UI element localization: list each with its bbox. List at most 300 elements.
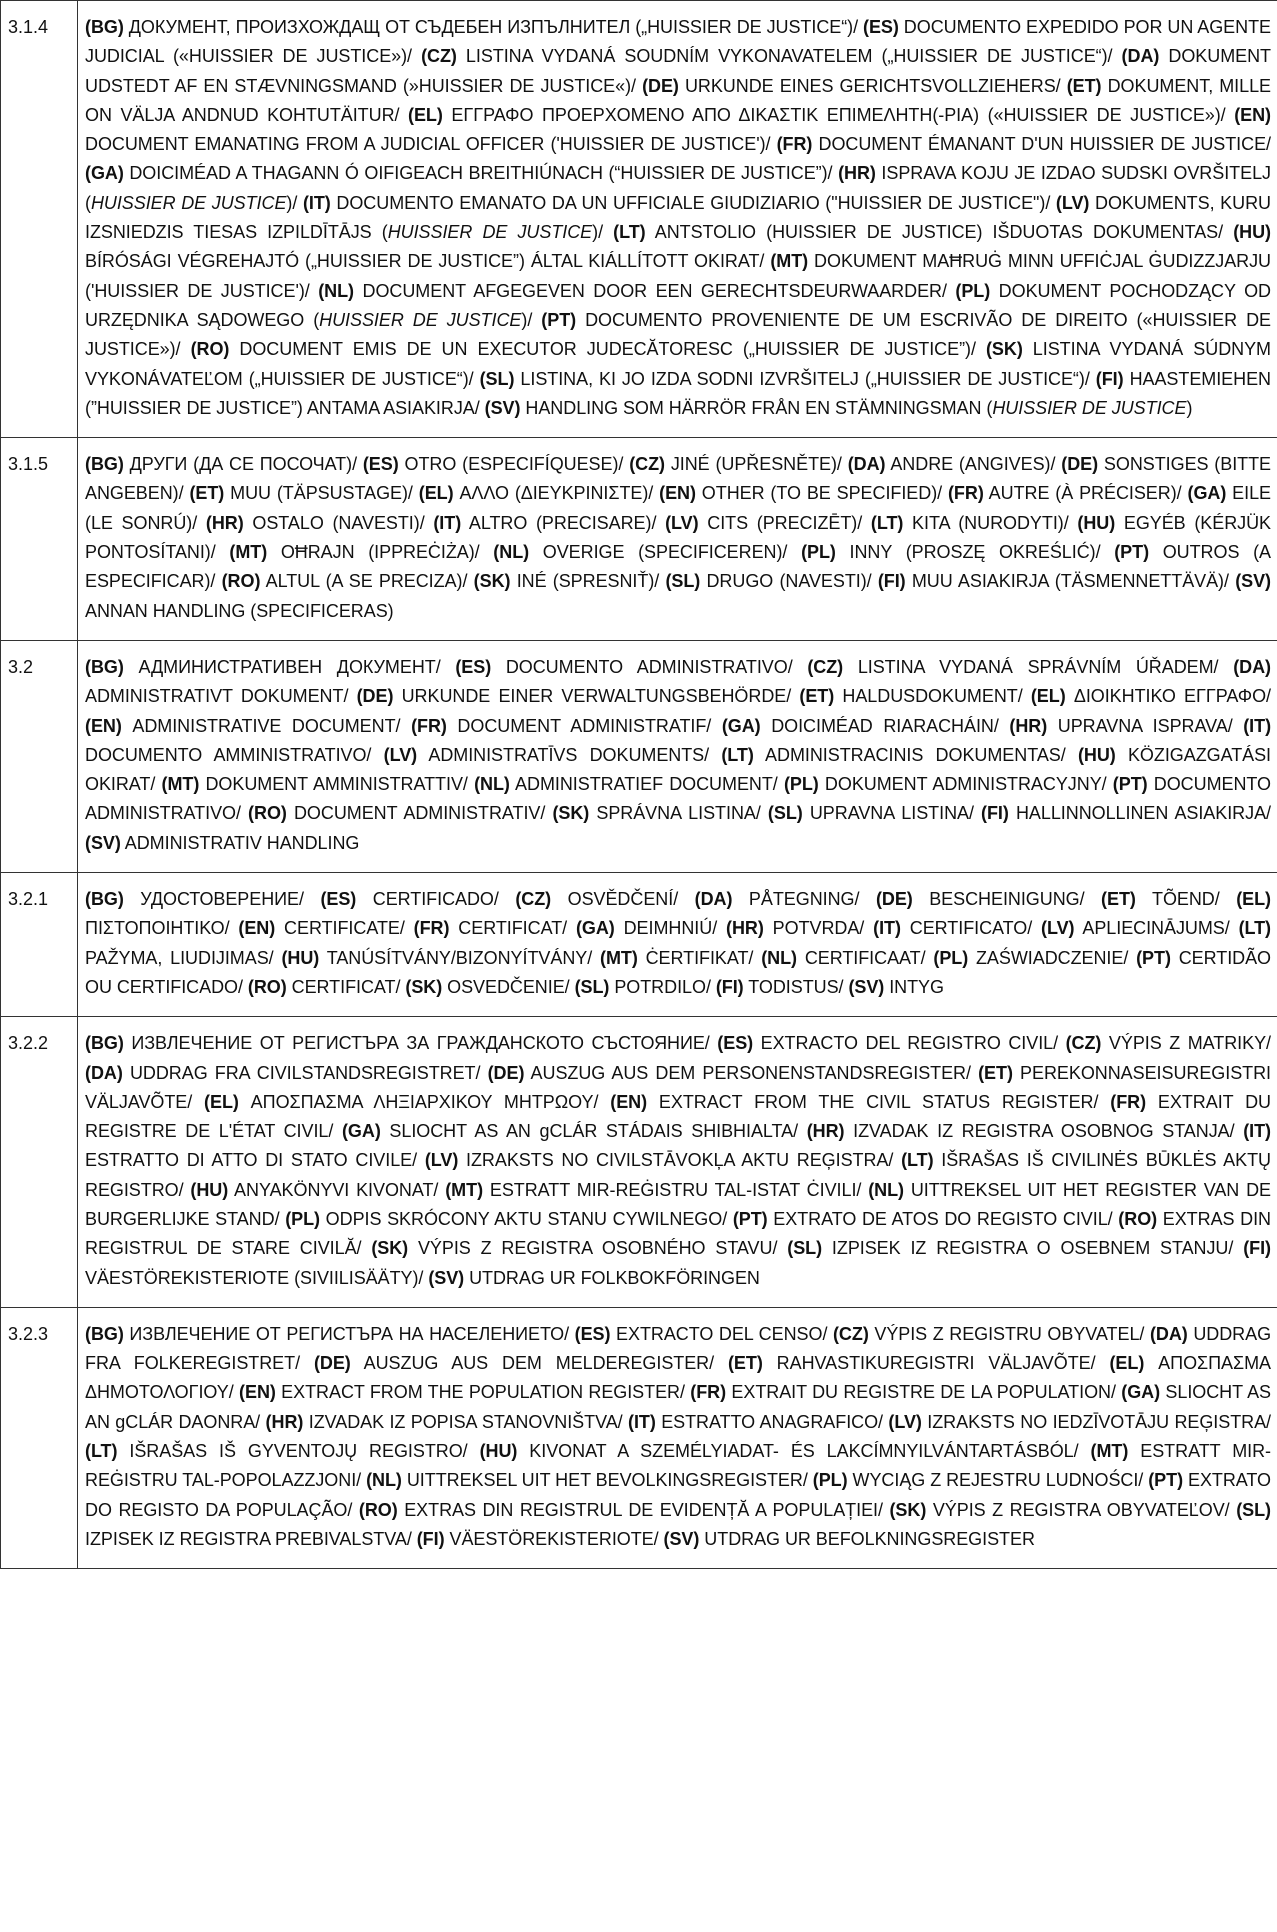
translation-text: AUSZUG AUS DEM MELDEREGISTER/ [350,1353,728,1374]
language-code: (CZ) [421,46,457,67]
language-code: (DA) [847,454,886,475]
table-row [1,873,1277,1017]
italic-term: HUISSIER DE JUSTICE [387,222,593,243]
translation-text: HAASTEMIEHEN (”HUISSIER DE JUSTICE”) ANTAMA ASIAKIRJA/ [85,368,1271,418]
language-code: (LV) [1041,918,1075,939]
translation-text: EXTRATO DE ATOS DO REGISTO CIVIL/ [767,1208,1119,1229]
language-entry [85,163,838,183]
translation-text: KITA (NURODYTI)/ [903,512,1078,533]
language-entry [833,1324,1150,1344]
language-code: (MT) [1090,1441,1129,1462]
language-code: (ET) [799,686,835,707]
language-entry [384,745,722,765]
translation-text: DOCUMENTO ADMINISTRATIVO/ [491,656,808,677]
language-code: (EL) [1030,686,1066,707]
translation-text: EILE (LE SONRÚ)/ [85,483,1272,533]
language-entry [733,1209,1118,1229]
translation-text: УДОСТОВЕРЕНИЕ/ [123,889,321,910]
translation-text: TANÚSÍTVÁNY/BIZONYÍTVÁNY/ [319,947,600,968]
language-code: (EN) [659,483,696,504]
language-code: (GA) [1187,483,1227,504]
table-body [1,1,1277,1569]
language-code: (IT) [433,512,462,533]
language-code: (EL) [1236,889,1271,910]
table-row [1,1,1277,438]
language-entry [303,193,1056,213]
language-code: (PT) [1114,542,1150,563]
language-code: (BG) [85,17,124,37]
language-entry [552,803,767,823]
language-code: (LV) [665,512,699,533]
translation-text: VÝPIS Z MATRIKY/ [1101,1033,1271,1054]
translation-text: KIVONAT A SZEMÉLYIADAT- ÉS LAKCÍMNYILVÁNTARTÁSBÓL/ [517,1441,1091,1462]
language-code: (DA) [1149,1323,1188,1344]
translation-text: IŠRAŠAS IŠ CIVILINĖS BŪKLĖS AKTŲ REGISTRO/ [85,1150,1271,1200]
translation-text: IZPISEK IZ REGISTRA O OSEBNEM STANJU/ [822,1238,1244,1259]
language-code: (NL) [493,542,530,563]
language-entry [408,105,1234,125]
language-code: (HU) [190,1179,229,1200]
language-entry [85,1441,480,1461]
translation-text: CERTIFICAT/ [286,976,406,997]
translation-text: HANDLING SOM HÄRRÖR FRÅN EN STÄMNINGSMAN ( [520,397,993,418]
language-entry [629,454,848,474]
language-entry [318,281,955,301]
language-entry [229,542,493,562]
translation-text: DOCUMENT EMIS DE UN EXECUTOR JUDECĂTORESC („HUISSIER DE JUSTICE”)/ [229,339,986,360]
language-code: (EN) [1234,104,1271,125]
language-code: (ES) [362,454,399,475]
language-entry [85,716,411,736]
translation-text: TODISTUS/ [743,976,849,997]
translation-text: AUSZUG AUS DEM PERSONENSTANDSREGISTER/ [524,1062,979,1083]
language-entry [1009,716,1243,736]
language-code: (MT) [229,542,268,563]
translation-text: ANNAN HANDLING (SPECIFICERAS) [85,600,394,621]
language-code: (HU) [1077,512,1116,533]
language-code: (RO) [190,339,230,360]
translation-text: URKUNDE EINER VERWALTUNGSBEHÖRDE/ [393,686,800,707]
language-code: (SL) [767,803,803,824]
language-code: (HU) [1233,222,1272,243]
language-entry [876,889,1101,909]
language-entry [807,1121,1244,1141]
translation-text: ДОКУМЕНТ, ПРОИЗХОЖДАЩ ОТ СЪДЕБЕН ИЗПЪЛНИТЕЛ („HUISSIER DE JUSTICE“)/ [123,17,864,37]
translation-text: ADMINISTRATĪVS DOKUMENTS/ [417,744,722,765]
language-code: (SK) [889,1499,927,1520]
language-entry [222,571,474,591]
language-code: (PT) [732,1208,768,1229]
translation-text: INNY (PROSZĘ OKREŚLIĆ)/ [835,542,1115,563]
language-entry [85,833,359,853]
translation-text: SPRÁVNA LISTINA/ [589,803,768,824]
translation-text: HALLINNOLLINEN ASIAKIRJA/ [1008,803,1271,824]
translation-text: EXTRAS DIN REGISTRUL DE STARE CIVILĂ/ [85,1208,1271,1259]
translation-text: DRUGO (NAVESTI)/ [700,571,878,592]
language-code: (ES) [717,1033,754,1054]
language-code: (PT) [1148,1470,1184,1491]
language-entry [238,918,413,938]
section-number: 3.1.4 [1,1,78,438]
language-code: (GA) [721,715,761,736]
language-code: (NL) [474,774,510,795]
translation-text: ΑΠΟΣΠΑΣΜΑ ΛΗΞΙΑΡΧΙΚΟΥ ΜΗΤΡΩΟΥ/ [238,1091,611,1112]
translation-text: DOCUMENTO EXPEDIDO POR UN AGENTE JUDICIAL («HUISSIER DE JUSTICE»)/ [85,17,1271,67]
translation-text: VÝPIS Z REGISTRA OSOBNÉHO STAVU/ [408,1238,788,1259]
language-code: (CZ) [832,1323,869,1344]
language-code: (FI) [1095,368,1124,389]
section-number: 3.2.2 [1,1017,78,1308]
translation-text: ΠΙΣΤΟΠΟΙΗΤΙΚΟ/ [85,918,239,939]
translation-text: EXTRAIT DU REGISTRE DE LA POPULATION/ [726,1382,1122,1403]
language-code: (LV) [424,1150,459,1171]
translation-text: UITTREKSEL UIT HET BEVOLKINGSREGISTER/ [401,1470,813,1491]
translation-text: OSVĚDČENÍ/ [551,889,695,910]
translation-text: DOICIMÉAD A THAGANN Ó OIFIGEACH BREITHIÚNACH (“HUISSIER DE JUSTICE”)/ [123,163,839,184]
language-code: (CZ) [515,889,552,910]
language-code: (DE) [313,1353,351,1374]
translation-text: ADMINISTRATIV HANDLING [120,832,360,853]
language-code: (SL) [665,571,701,592]
translation-text: EGYÉB (KÉRJÜK PONTOSÍTANI)/ [85,512,1271,563]
language-entry [787,1238,1243,1258]
translation-text: ADMINISTRATIVT DOKUMENT/ [85,686,357,707]
translation-text: CERTIFICADO/ [356,889,516,910]
table-row [1,438,1277,641]
translations-cell [78,873,1277,1017]
language-entry [761,948,933,968]
language-code: (DA) [1233,656,1271,677]
language-code: (EN) [239,1382,276,1403]
translation-text: ESTRATTO ANAGRAFICO/ [655,1411,889,1432]
language-entry [799,686,1030,706]
language-code: (ET) [1101,889,1136,910]
translation-text: VÝPIS Z REGISTRA OBYVATEĽOV/ [926,1499,1237,1520]
language-code: (HR) [205,512,244,533]
translation-text: IZRAKSTS NO CIVILSTĀVOKĻA AKTU REĢISTRA/ [458,1150,902,1171]
language-code: (EN) [85,715,122,736]
translation-text: EXTRATO DO REGISTO DA POPULAÇÃO/ [85,1470,1272,1520]
translation-text: LISTINA VYDANÁ SPRÁVNÍM ÚŘADEM/ [843,656,1234,677]
language-code: (HU) [1077,744,1116,765]
translation-text: MUU ASIAKIRJA (TÄSMENNETTÄVÄ)/ [905,571,1236,592]
translation-text: IŠRAŠAS IŠ GYVENTOJŲ REGISTRO/ [117,1441,480,1462]
language-entry [784,774,1113,794]
section-number: 3.2 [1,640,78,872]
language-entry [600,948,761,968]
language-entry [981,803,1271,823]
translation-text: UPRAVNA LISTINA/ [802,803,982,824]
language-entry [721,745,1078,765]
translation-text: UDDRAG FRA CIVILSTANDSREGISTRET/ [122,1062,488,1083]
language-entry [1101,889,1236,909]
language-entry [726,918,873,938]
translation-text: POTRDILO/ [609,976,716,997]
language-code: (SL) [479,368,515,389]
language-entry [873,918,1041,938]
translation-text: CERTIFICAAT/ [797,947,934,968]
language-code: (FI) [981,803,1009,824]
language-code: (LV) [888,1411,922,1432]
language-code: (EL) [1109,1353,1145,1374]
language-code: (EN) [238,918,276,939]
section-number: 3.2.1 [1,873,78,1017]
translation-text-suffix: )/ [521,309,542,330]
language-code: (BG) [85,1033,124,1054]
translation-text: ANTSTOLIO (HUISSIER DE JUSTICE) IŠDUOTAS DOKUMENTAS/ [645,222,1234,243]
language-code: (MT) [161,774,200,795]
language-entry [266,1412,628,1432]
language-entry [248,977,406,997]
translation-text: TÕEND/ [1135,889,1237,910]
translation-text: ALTRO (PRECISARE)/ [461,512,666,533]
language-code: (NL) [761,947,797,968]
translation-text: POTVRDA/ [763,918,874,939]
translation-text: UDDRAG FRA FOLKEREGISTRET/ [85,1323,1272,1374]
language-code: (PL) [812,1470,848,1491]
translation-text: IZRAKSTS NO IEDZĪVOTĀJU REĢISTRA/ [921,1411,1272,1432]
translation-text: EXTRACT FROM THE CIVIL STATUS REGISTER/ [647,1091,1111,1112]
translation-text: AUTRE (À PRÉCISER)/ [983,483,1188,504]
translation-text: ESTRATT MIR-REĠISTRU TAL-POPOLAZZJONI/ [85,1441,1271,1491]
language-code: (SK) [552,803,590,824]
language-entry [204,1092,610,1112]
translation-text: DOKUMENT AMMINISTRATTIV/ [199,774,475,795]
translation-text: VÝPIS Z REGISTRU OBYVATEL/ [868,1323,1150,1344]
translation-text: DOKUMENT UDSTEDT AF EN STÆVNINGSMAND (»HUISSIER DE JUSTICE«)/ [85,46,1271,96]
translation-text: DOKUMENTS, KURU IZSNIEDZIS TIESAS IZPILDĪTĀJS ( [85,192,1271,243]
translation-text: HALDUSDOKUMENT/ [834,686,1031,707]
language-entry [405,977,574,997]
language-code: (RO) [358,1499,398,1520]
language-code: (IT) [873,918,901,939]
language-code: (EL) [418,483,454,504]
language-entry [480,1441,1091,1461]
language-entry [428,1268,760,1288]
italic-term: HUISSIER DE JUSTICE [319,309,522,330]
language-code: (LT) [901,1150,934,1171]
language-code: (SL) [787,1238,823,1259]
language-entry [888,1412,1271,1432]
language-code: (ES) [574,1323,611,1344]
language-entry [417,1529,664,1549]
translation-text: DOKUMENT MAĦRUĠ MINN UFFIĊJAL ĠUDIZZJARJU ('HUISSIER DE JUSTICE')/ [85,251,1271,301]
language-entry [801,542,1114,562]
language-entry [314,1353,728,1373]
translation-text: ΔΙΟΙΚΗΤΙΚΟ ΕΓΓΡΑΦΟ/ [1065,686,1271,707]
language-code: (HR) [1009,715,1048,736]
translation-text: ANYAKÖNYVI KIVONAT/ [228,1179,446,1200]
language-code: (SV) [1235,571,1271,592]
language-entry [848,977,944,997]
translation-text: BESCHEINIGUNG/ [912,889,1102,910]
translations-cell [78,1017,1277,1308]
language-code: (IT) [628,1411,656,1432]
language-entry [363,454,629,474]
translation-text: ISPRAVA KOJU JE IZDAO SUDSKI OVRŠITELJ ( [85,163,1271,213]
language-code: (PL) [783,774,819,795]
language-entry [190,1180,445,1200]
language-entry [419,483,659,503]
language-code: (LT) [721,744,754,765]
language-entry [717,1033,1065,1053]
language-code: (HU) [479,1441,518,1462]
translation-text: APLIECINĀJUMS/ [1074,918,1239,939]
language-code: (GA) [341,1121,381,1142]
language-code: (BG) [85,454,124,475]
language-code: (MT) [770,251,809,272]
translation-text: PEREKONNASEISUREGISTRI VÄLJAVÕTE/ [85,1062,1272,1112]
language-entry [414,918,576,938]
language-entry [359,1500,890,1520]
language-code: (PL) [285,1208,320,1229]
language-entry [342,1121,807,1141]
language-entry [628,1412,888,1432]
language-code: (SK) [985,339,1023,360]
language-code: (LT) [613,222,646,243]
language-code: (ES) [863,17,899,37]
translation-text: JINÉ (UPŘESNĚTE)/ [664,454,848,475]
translation-text: АДМИНИСТРАТИВЕН ДОКУМЕНТ/ [123,656,456,677]
language-entry [421,46,1121,66]
language-entry [933,948,1136,968]
language-code: (PL) [933,947,969,968]
language-code: (FR) [947,483,984,504]
language-code: (RO) [248,803,287,824]
language-entry [493,542,801,562]
language-entry [1031,686,1271,706]
language-code: (ES) [320,889,357,910]
language-code: (PL) [801,542,836,563]
language-code: (SK) [405,976,443,997]
translation-text: OĦRAJN (IPPREĊIŻA)/ [267,542,494,563]
language-entry [162,774,475,794]
section-number: 3.1.5 [1,438,78,641]
translation-text: EXTRACTO DEL REGISTRO CIVIL/ [753,1033,1066,1054]
translation-text-suffix: ) [1186,397,1193,418]
language-code: (NL) [366,1470,402,1491]
translation-text: ΑΠΟΣΠΑΣΜΑ ΔΗΜΟΤΟΛΟΓΙΟΥ/ [85,1353,1271,1403]
translation-text: CERTIFICATO/ [900,918,1042,939]
language-entry [642,76,1067,96]
translation-text: INTYG [884,976,944,997]
language-code: (IT) [1243,1121,1272,1142]
translation-text-suffix: )/ [286,192,303,213]
translation-text: CERTIFICATE/ [275,918,414,939]
language-code: (DE) [875,889,913,910]
language-code: (IT) [302,192,331,213]
language-entry [248,803,552,823]
translation-text: WYCIĄG Z REJESTRU LUDNOŚCI/ [847,1470,1149,1491]
language-code: (DA) [85,1062,123,1083]
translations-cell [78,1307,1277,1568]
translation-text: LISTINA VYDANÁ SÚDNYM VYKONÁVATEĽOM („HUISSIER DE JUSTICE“)/ [85,339,1271,389]
language-code: (DE) [642,75,679,96]
translation-text: PÅTEGNING/ [732,889,876,910]
language-entry [371,1238,787,1258]
translation-text: DOKUMENT, MILLE ON VÄLJA ANDNUD KOHTUTÄITUR/ [85,75,1272,125]
language-code: (NL) [318,280,355,301]
language-code: (SL) [1236,1499,1271,1520]
language-code: (GA) [1121,1382,1161,1403]
language-code: (FI) [1243,1238,1271,1259]
language-code: (CZ) [807,656,844,677]
table-row [1,1017,1277,1308]
table-row [1,640,1277,872]
translation-text: EXTRAIT DU REGISTRE DE L'ÉTAT CIVIL/ [85,1091,1272,1142]
translation-text: IZVADAK IZ REGISTRA OSOBNOG STANJA/ [844,1121,1244,1142]
translation-text: UTDRAG UR FOLKBOKFÖRINGEN [464,1267,760,1288]
language-entry [480,369,1096,389]
translation-text: DOKUMENT ADMINISTRACYJNY/ [818,774,1113,795]
language-code: (SV) [428,1267,465,1288]
language-code: (LV) [1055,192,1090,213]
translation-text: DOCUMENT ÉMANANT D'UN HUISSIER DE JUSTICE/ [812,134,1271,155]
translation-text: MUU (TÄPSUSTAGE)/ [224,483,419,504]
language-entry [85,657,455,677]
language-code: (HR) [265,1411,304,1432]
language-code: (ES) [455,656,492,677]
language-code: (ET) [1066,75,1102,96]
language-entry [85,17,863,37]
translation-text: ANDRE (ANGIVES)/ [885,454,1062,475]
language-code: (DE) [356,686,394,707]
language-code: (LT) [870,512,904,533]
language-entry [455,657,807,677]
translation-text: LISTINA VYDANÁ SOUDNÍM VYKONAVATELEM („HUISSIER DE JUSTICE“)/ [456,46,1122,67]
translation-text: DOCUMENTO AMMINISTRATIVO/ [85,744,384,765]
translation-text: RAHVASTIKUREGISTRI VÄLJAVÕTE/ [762,1353,1110,1374]
translation-text: CITS (PRECIZĒT)/ [698,512,871,533]
translation-text: EXTRACT FROM THE POPULATION REGISTER/ [275,1382,691,1403]
translation-text-suffix: )/ [592,222,614,243]
translation-text: UITTREKSEL UIT HET REGISTER VAN DE BURGERLIJKE STAND/ [85,1179,1272,1229]
language-code: (LT) [85,1441,118,1462]
language-code: (ET) [189,483,225,504]
section-number: 3.2.3 [1,1307,78,1568]
translation-text: ΑΛΛΟ (ΔΙΕΥΚΡΙΝΙΣΤΕ)/ [453,483,660,504]
language-code: (SV) [663,1528,700,1549]
translation-text: SONSTIGES (BITTE ANGEBEN)/ [85,454,1272,504]
translation-text: ADMINISTRATIVE DOCUMENT/ [121,715,412,736]
language-entry [191,339,986,359]
language-code: (LT) [1238,918,1272,939]
language-code: (HR) [838,163,876,184]
translation-text: ADMINISTRATIEF DOCUMENT/ [509,774,784,795]
language-entry [285,1209,733,1229]
language-code: (BG) [85,656,124,677]
italic-term: HUISSIER DE JUSTICE [90,192,287,213]
language-code: (DE) [487,1062,525,1083]
translation-text: ZAŚWIADCZENIE/ [968,947,1137,968]
language-entry [239,1382,690,1402]
language-code: (SK) [371,1238,409,1259]
translation-text: CERTIFICAT/ [449,918,576,939]
language-code: (DA) [694,889,733,910]
language-code: (EL) [408,104,443,125]
language-code: (FR) [411,715,447,736]
translation-text: DOCUMENT ADMINISTRATIF/ [446,715,722,736]
translation-text: LISTINA, KI JO IZDA SODNI IZVRŠITELJ („HUISSIER DE JUSTICE“)/ [514,368,1096,389]
language-entry [575,977,716,997]
language-code: (SL) [574,976,610,997]
language-code: (SV) [848,976,885,997]
language-code: (HR) [806,1121,845,1142]
language-code: (EL) [204,1091,239,1112]
language-entry [728,1353,1109,1373]
language-entry [411,716,722,736]
translation-text: DOICIMÉAD RIARACHÁIN/ [760,715,1010,736]
